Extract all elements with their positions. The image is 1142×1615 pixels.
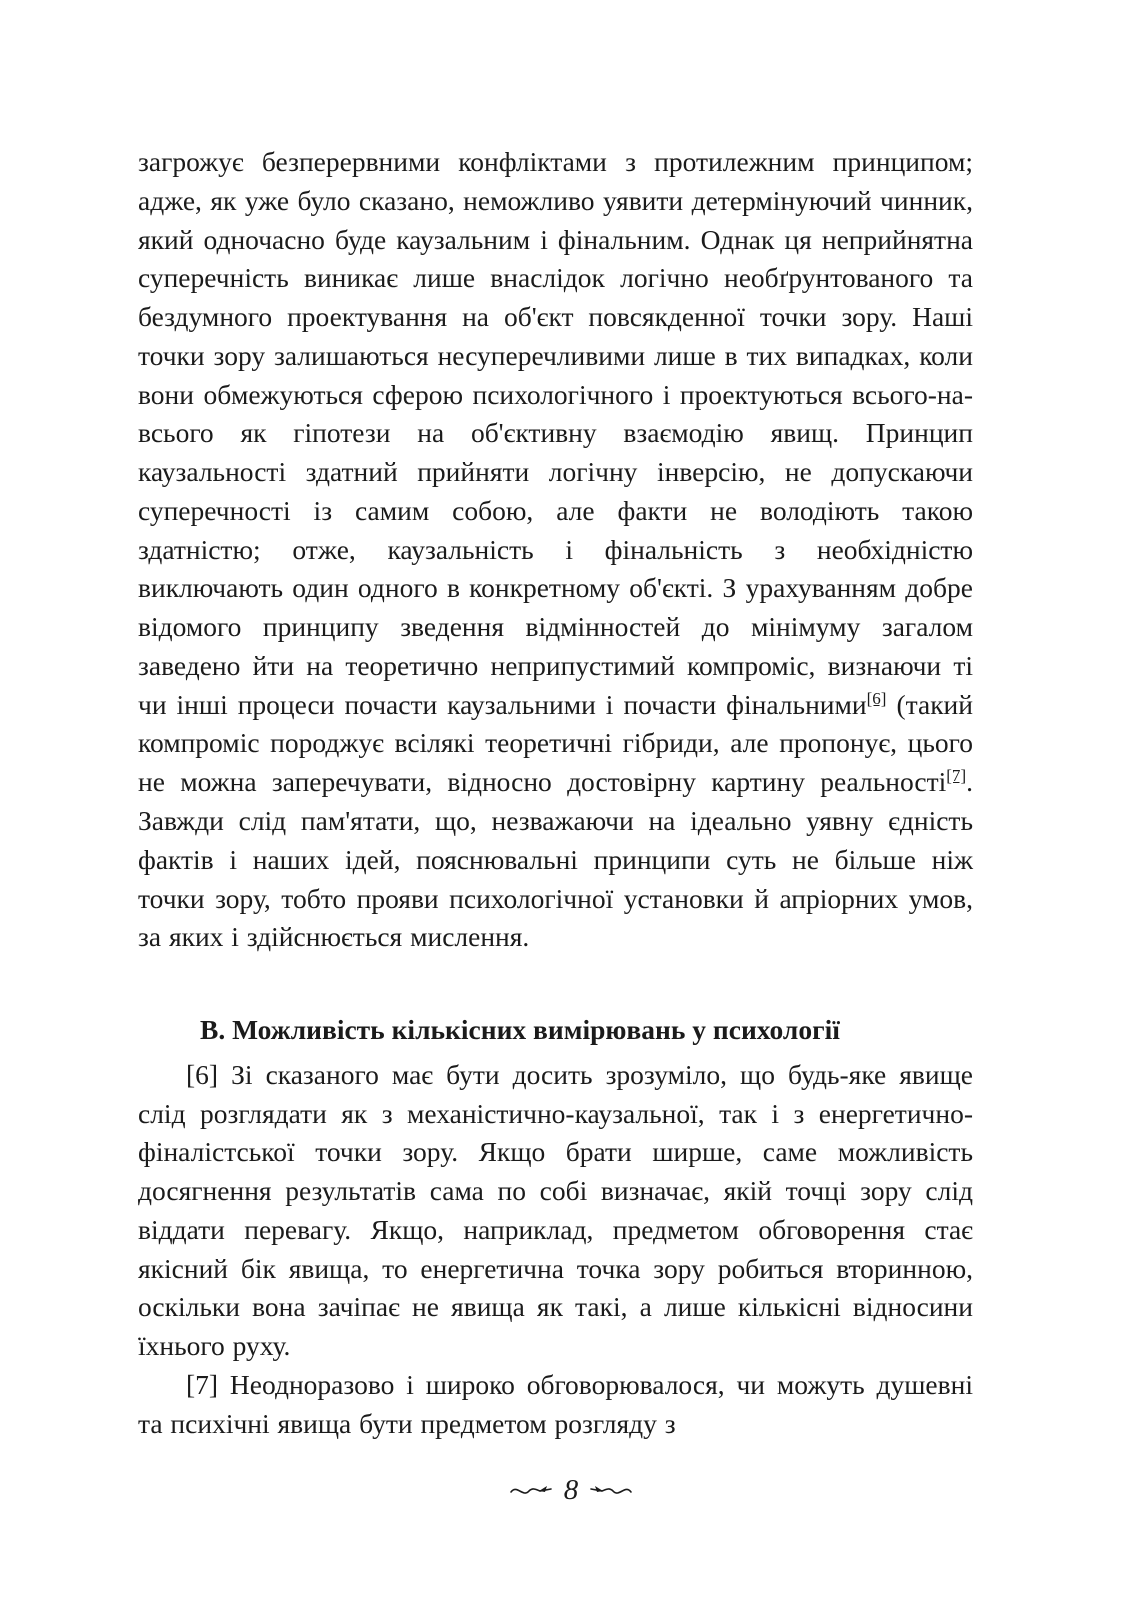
paragraph-footnote-7: [7] Неодноразово і широко обговорювалося, чи можуть душевні та психічні явища бути предметом розгляду з [138, 1368, 973, 1439]
page-number: 8 [563, 1474, 579, 1506]
paragraph-text: . Завжди слід пам'ятати, що, незважаючи на ідеально уявну єдність фактів і наших ідей, пояснювальні принципи суть не більше ніж точки зору, тобто прояви психологічної установки й апріорних умов, за яких і здійснюється мислення. [138, 766, 973, 953]
vine-flourish-right-icon [589, 1482, 633, 1500]
paragraph-text: загрожує безперервними конфліктами з протилежним принципом; адже, як уже було сказано, неможливо уявити детермінуючий чинник, який одночасно буде каузальним і фінальним. Однак ця неприйнятна суперечність виникає лише внаслідок логічно необґрунтованого та бездумного проектування на об'єкт повсякденної точки зору. Наші точки зору залишаються несуперечливими лише в тих випадках, коли вони обмежуються сферою психологічного і проектуються всього-на-всього як гіпотези на об'єктивну взаємодію явищ. Принцип каузальності здатний прийняти логічну інверсію, не допускаючи суперечності із самим собою, але факти не володіють такою здатністю; отже, каузальність і фінальність з необхідністю виключають один одного в конкретному об'єкті. З урахуванням добре відомого принципу зведення відмінностей до мінімуму загалом заведено йти на теоретично неприпустимий компроміс, визнаючи ті чи інші процеси почасти каузальними і почасти фінальними [138, 146, 973, 720]
footnote-ref-6-link[interactable]: [6] [866, 688, 887, 708]
footnote-ref-7-link[interactable]: [7] [946, 766, 967, 786]
paragraph-continuation [138, 143, 973, 957]
vine-flourish-left-icon [509, 1482, 553, 1500]
paragraph-footnote-6: [6] Зі сказаного має бути досить зрозуміло, що будь-яке явище слід розглядати як з механістично-каузальної, так і з енергетично-фіналістської точки зору. Якщо брати ширше, саме можливість досягнення результатів сама по собі визначає, якій точці зору слід віддати перевагу. Якщо, наприклад, предметом обговорення стає якісний бік явища, то енергетична точка зору робиться вторинною, оскільки вона зачіпає не явища як такі, а лише кількісні відносини їхнього руху. [138, 1058, 973, 1362]
paragraph-text: (такий компроміс породжує всілякі теоретичні гібриди, але пропонує, цього не можна заперечувати, відносно достовірну картину реальності [138, 688, 973, 798]
page-footer [0, 1474, 1142, 1507]
section-heading: В. Можливість кількісних вимірювань у психології [200, 1014, 840, 1046]
